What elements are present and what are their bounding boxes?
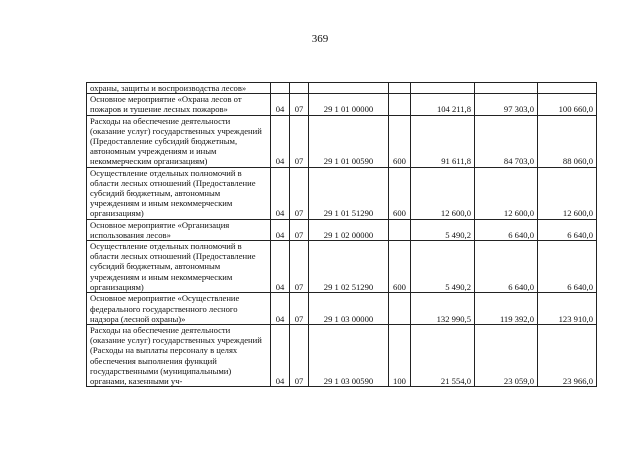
row-amount-year1: 12 600,0 (411, 167, 475, 219)
row-target-article: 29 1 02 51290 (309, 241, 389, 293)
row-expense-type (389, 94, 411, 115)
row-subsection: 07 (290, 219, 309, 240)
row-expense-type: 600 (389, 115, 411, 167)
row-subsection: 07 (290, 293, 309, 325)
row-target-article: 29 1 01 00590 (309, 115, 389, 167)
row-target-article (309, 83, 389, 94)
row-expense-type: 100 (389, 325, 411, 387)
row-section: 04 (271, 293, 290, 325)
table-row (87, 83, 597, 94)
table-row (87, 94, 597, 115)
row-amount-year1: 132 990,5 (411, 293, 475, 325)
row-name: Осуществление отдельных полномочий в области лесных отношений (Предоставление субсидий бюджетным, автономным учреждениям и иным некоммерческим организациям) (87, 241, 271, 293)
row-amount-year1: 91 611,8 (411, 115, 475, 167)
row-amount-year3: 100 660,0 (538, 94, 597, 115)
row-subsection: 07 (290, 115, 309, 167)
row-amount-year1: 21 554,0 (411, 325, 475, 387)
row-expense-type (389, 293, 411, 325)
row-amount-year3: 23 966,0 (538, 325, 597, 387)
row-target-article: 29 1 01 00000 (309, 94, 389, 115)
row-amount-year3 (538, 83, 597, 94)
row-amount-year2: 6 640,0 (475, 241, 538, 293)
row-subsection: 07 (290, 241, 309, 293)
row-amount-year2: 84 703,0 (475, 115, 538, 167)
row-target-article: 29 1 03 00590 (309, 325, 389, 387)
row-subsection: 07 (290, 325, 309, 387)
row-target-article: 29 1 01 51290 (309, 167, 389, 219)
table-row (87, 325, 597, 387)
page-number: 369 (311, 33, 329, 45)
row-amount-year1: 5 490,2 (411, 219, 475, 240)
row-section: 04 (271, 219, 290, 240)
row-target-article: 29 1 02 00000 (309, 219, 389, 240)
row-amount-year3: 6 640,0 (538, 219, 597, 240)
row-amount-year2: 6 640,0 (475, 219, 538, 240)
row-expense-type (389, 83, 411, 94)
table-row (87, 167, 597, 219)
row-name: Основное мероприятие «Охрана лесов от пожаров и тушение лесных пожаров» (87, 94, 271, 115)
table-row (87, 241, 597, 293)
row-amount-year1 (411, 83, 475, 94)
row-target-article: 29 1 03 00000 (309, 293, 389, 325)
table-row (87, 293, 597, 325)
table-row (87, 115, 597, 167)
row-amount-year2: 97 303,0 (475, 94, 538, 115)
row-amount-year2 (475, 83, 538, 94)
row-name: охраны, защиты и воспроизводства лесов» (87, 83, 271, 94)
row-section (271, 83, 290, 94)
row-amount-year2: 12 600,0 (475, 167, 538, 219)
row-name: Осуществление отдельных полномочий в области лесных отношений (Предоставление субсидий бюджетным, автономным учреждениям и иным некоммерческим организациям) (87, 167, 271, 219)
row-name: Основное мероприятие «Организация использования лесов» (87, 219, 271, 240)
row-amount-year3: 88 060,0 (538, 115, 597, 167)
row-subsection (290, 83, 309, 94)
row-amount-year2: 23 059,0 (475, 325, 538, 387)
row-amount-year3: 12 600,0 (538, 167, 597, 219)
budget-table (86, 82, 597, 387)
row-amount-year3: 123 910,0 (538, 293, 597, 325)
row-name: Расходы на обеспечение деятельности (оказание услуг) государственных учреждений (Предоставление субсидий бюджетным, автономным учреждениям и иным некоммерческим организациям) (87, 115, 271, 167)
row-subsection: 07 (290, 167, 309, 219)
row-expense-type (389, 219, 411, 240)
row-expense-type: 600 (389, 167, 411, 219)
row-subsection: 07 (290, 94, 309, 115)
row-name: Расходы на обеспечение деятельности (оказание услуг) государственных учреждений (Расходы на выплаты персоналу в целях обеспечения выполнения функций государственными (муниципальными) органами, казенными уч- (87, 325, 271, 387)
row-section: 04 (271, 115, 290, 167)
row-amount-year1: 5 490,2 (411, 241, 475, 293)
row-amount-year1: 104 211,8 (411, 94, 475, 115)
row-section: 04 (271, 325, 290, 387)
row-section: 04 (271, 241, 290, 293)
row-section: 04 (271, 94, 290, 115)
row-amount-year3: 6 640,0 (538, 241, 597, 293)
row-expense-type: 600 (389, 241, 411, 293)
table-row (87, 219, 597, 240)
row-name: Основное мероприятие «Осуществление федерального государственного лесного надзора (лесной охраны)» (87, 293, 271, 325)
row-section: 04 (271, 167, 290, 219)
row-amount-year2: 119 392,0 (475, 293, 538, 325)
